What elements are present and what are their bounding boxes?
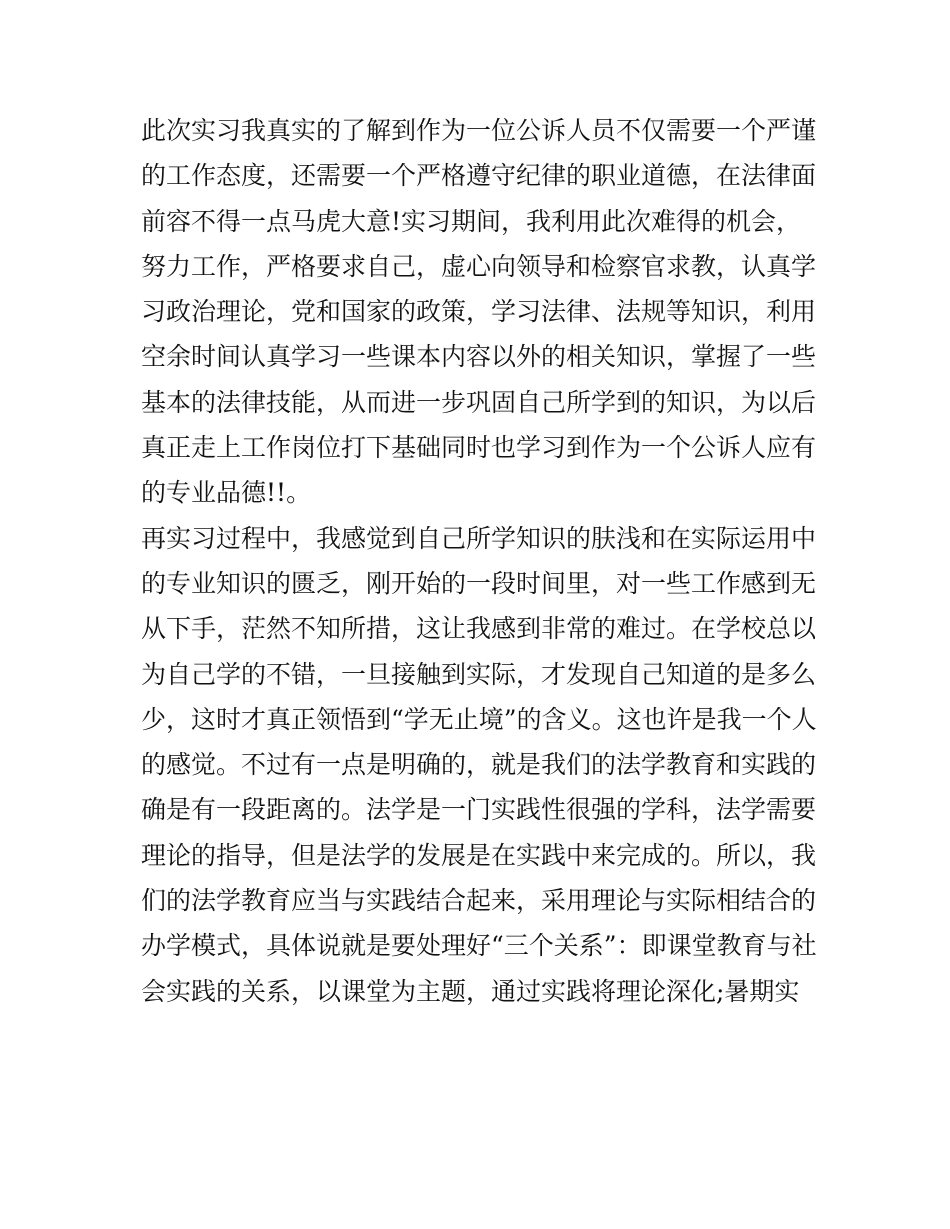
text-line: 从下手，茫然不知所措，这让我感到非常的难过。在学校总以 (141, 614, 817, 644)
text-line: 少，这时才真正领悟到“学无止境”的含义。这也许是我一个人 (141, 704, 817, 734)
text-line: 此次实习我真实的了解到作为一位公诉人员不仅需要一个严谨 (141, 116, 817, 145)
text-line: 再实习过程中，我感觉到自己所学知识的肤浅和在实际运用中 (141, 523, 817, 553)
text-line: 的专业品德!!。 (141, 478, 312, 508)
body-text (141, 108, 831, 1014)
text-line: 努力工作，严格要求自己，虚心向领导和检察官求教，认真学 (141, 251, 817, 281)
text-line: 真正走上工作岗位打下基础同时也学习到作为一个公诉人应有 (141, 433, 817, 463)
text-line: 们的法学教育应当与实践结合起来，采用理论与实际相结合的 (141, 886, 817, 916)
text-line: 理论的指导，但是法学的发展是在实践中来完成的。所以，我 (141, 840, 817, 870)
text-line: 习政治理论，党和国家的政策，学习法律、法规等知识，利用 (141, 297, 817, 327)
text-line: 前容不得一点马虎大意!实习期间，我利用此次难得的机会， (141, 206, 802, 236)
text-line: 办学模式，具体说就是要处理好“三个关系”：即课堂教育与社 (141, 931, 817, 961)
text-line: 为自己学的不错，一旦接触到实际，才发现自己知道的是多么 (141, 659, 817, 689)
text-line: 确是有一段距离的。法学是一门实践性很强的学科，法学需要 (141, 795, 817, 825)
text-line: 的感觉。不过有一点是明确的，就是我们的法学教育和实践的 (141, 750, 817, 780)
text-line: 的工作态度，还需要一个严格遵守纪律的职业道德，在法律面 (141, 161, 817, 191)
text-line: 的专业知识的匮乏，刚开始的一段时间里，对一些工作感到无 (141, 568, 817, 598)
text-line: 会实践的关系，以课堂为主题，通过实践将理论深化;暑期实 (141, 976, 800, 1006)
text-line: 基本的法律技能，从而进一步巩固自己所学到的知识，为以后 (141, 387, 817, 417)
text-line: 空余时间认真学习一些课本内容以外的相关知识，掌握了一些 (141, 342, 817, 372)
